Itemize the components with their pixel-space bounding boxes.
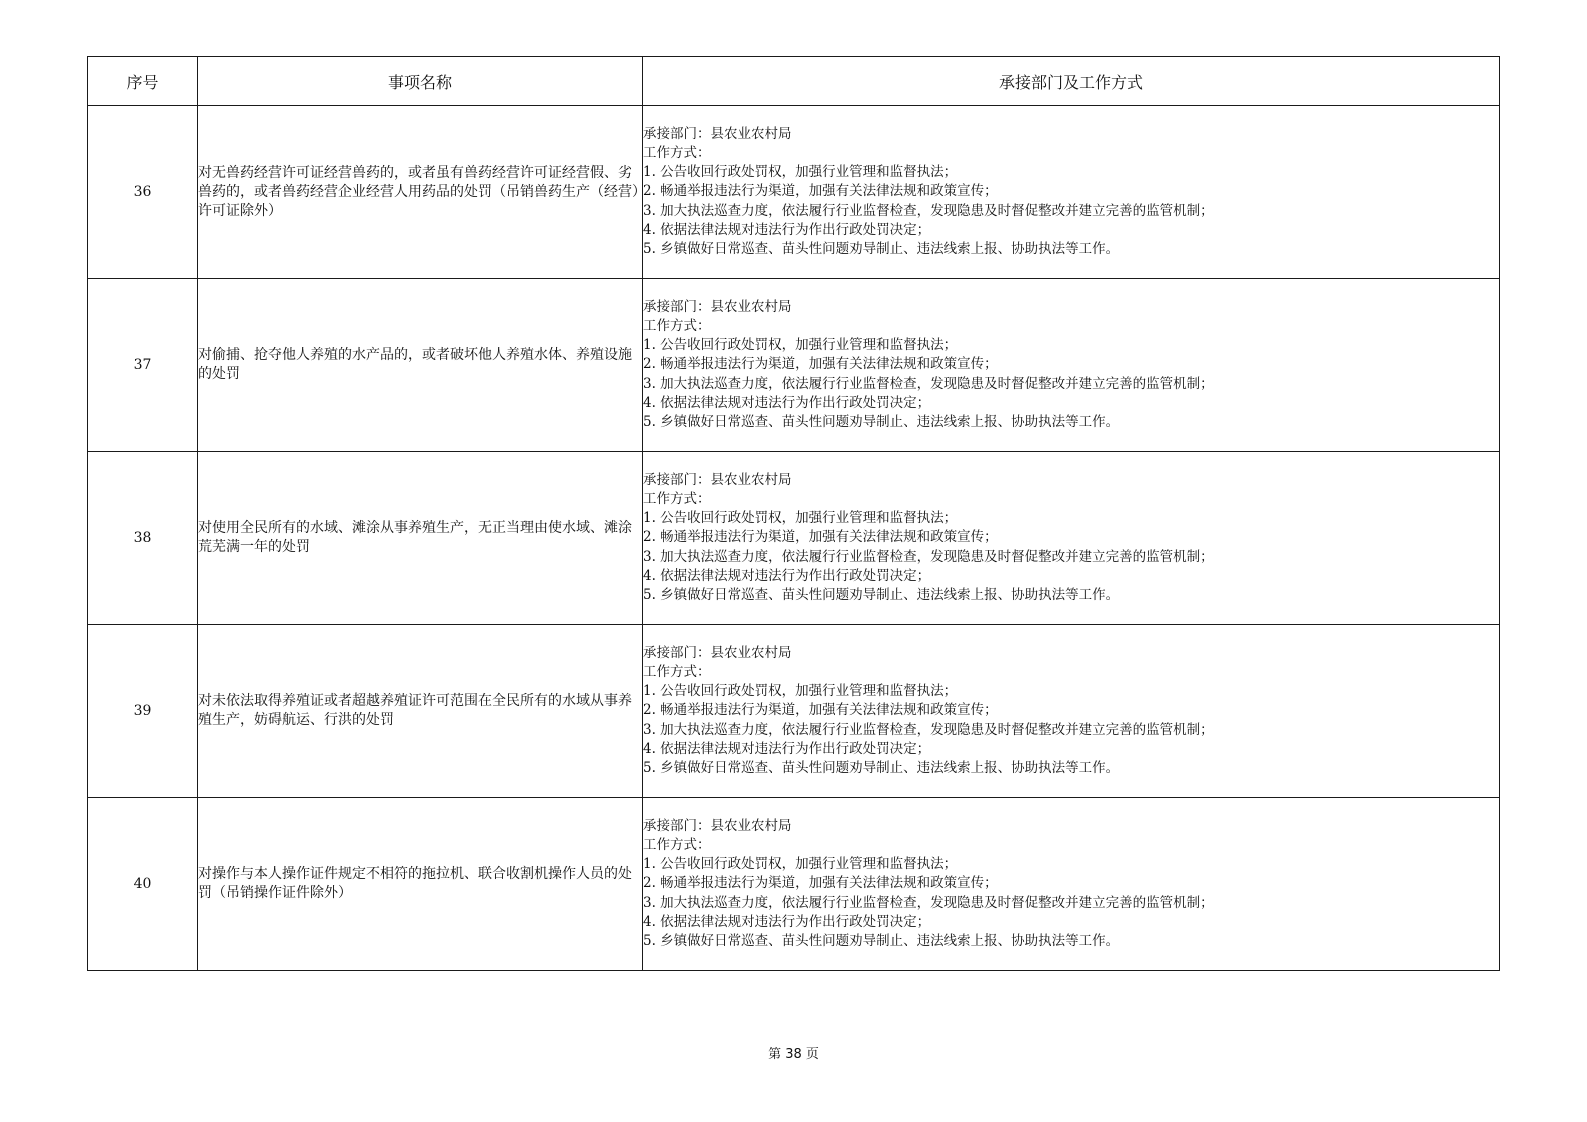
method-item: 5. 乡镇做好日常巡查、苗头性问题劝导制止、违法线索上报、协助执法等工作。 [643,760,1120,776]
method-item: 3. 加大执法巡查力度，依法履行行业监督检查，发现隐患及时督促整改并建立完善的监管机制； [643,375,1214,392]
row-item-name: 对偷捕、抢夺他人养殖的水产品的，或者破坏他人养殖水体、养殖设施的处罚 [198,279,643,452]
table-row [88,625,1500,798]
method-item: 1. 公告收回行政处罚权，加强行业管理和监督执法； [643,510,958,527]
row-dept-method [643,798,1500,971]
method-item: 3. 加大执法巡查力度，依法履行行业监督检查，发现隐患及时督促整改并建立完善的监管机制； [643,721,1214,738]
dept-label: 承接部门：县农业农村局 [643,471,792,488]
method-item: 4. 依据法律法规对违法行为作出行政处罚决定； [643,567,931,584]
method-item: 5. 乡镇做好日常巡查、苗头性问题劝导制止、违法线索上报、协助执法等工作。 [643,933,1120,949]
method-label: 工作方式： [643,663,711,680]
row-number: 39 [88,625,198,798]
row-number: 38 [88,452,198,625]
method-item: 4. 依据法律法规对违法行为作出行政处罚决定； [643,913,931,930]
method-item: 2. 畅通举报违法行为渠道，加强有关法律法规和政策宣传； [643,529,998,546]
row-dept-method [643,625,1500,798]
method-item: 4. 依据法律法规对违法行为作出行政处罚决定； [643,394,931,411]
header-item-name: 事项名称 [198,57,643,106]
row-item-name: 对使用全民所有的水域、滩涂从事养殖生产，无正当理由使水域、滩涂荒芜满一年的处罚 [198,452,643,625]
method-item: 1. 公告收回行政处罚权，加强行业管理和监督执法； [643,856,958,873]
method-item: 5. 乡镇做好日常巡查、苗头性问题劝导制止、违法线索上报、协助执法等工作。 [643,241,1120,257]
method-label: 工作方式： [643,836,711,853]
dept-label: 承接部门：县农业农村局 [643,817,792,834]
dept-label: 承接部门：县农业农村局 [643,298,792,315]
method-item: 2. 畅通举报违法行为渠道，加强有关法律法规和政策宣传； [643,875,998,892]
method-label: 工作方式： [643,490,711,507]
row-item-name: 对未依法取得养殖证或者超越养殖证许可范围在全民所有的水域从事养殖生产，妨碍航运、行洪的处罚 [198,625,643,798]
method-label: 工作方式： [643,317,711,334]
row-number: 40 [88,798,198,971]
method-item: 2. 畅通举报违法行为渠道，加强有关法律法规和政策宣传； [643,356,998,373]
row-number: 37 [88,279,198,452]
header-number: 序号 [88,57,198,106]
method-label: 工作方式： [643,144,711,161]
method-item: 3. 加大执法巡查力度，依法履行行业监督检查，发现隐患及时督促整改并建立完善的监管机制； [643,202,1214,219]
method-item: 5. 乡镇做好日常巡查、苗头性问题劝导制止、违法线索上报、协助执法等工作。 [643,414,1120,430]
method-item: 4. 依据法律法规对违法行为作出行政处罚决定； [643,221,931,238]
row-dept-method [643,452,1500,625]
method-item: 1. 公告收回行政处罚权，加强行业管理和监督执法； [643,164,958,181]
method-item: 1. 公告收回行政处罚权，加强行业管理和监督执法； [643,683,958,700]
row-number: 36 [88,106,198,279]
method-item: 3. 加大执法巡查力度，依法履行行业监督检查，发现隐患及时督促整改并建立完善的监管机制； [643,548,1214,565]
page-number: 第 38 页 [768,1047,819,1062]
table-row [88,452,1500,625]
dept-label: 承接部门：县农业农村局 [643,125,792,142]
header-dept-method: 承接部门及工作方式 [643,57,1500,106]
items-table [87,56,1500,971]
table-row [88,798,1500,971]
table-row [88,279,1500,452]
table-row [88,106,1500,279]
method-item: 2. 畅通举报违法行为渠道，加强有关法律法规和政策宣传； [643,702,998,719]
dept-label: 承接部门：县农业农村局 [643,644,792,661]
table-header-row [88,57,1500,106]
method-item: 4. 依据法律法规对违法行为作出行政处罚决定； [643,740,931,757]
method-item: 1. 公告收回行政处罚权，加强行业管理和监督执法； [643,337,958,354]
row-item-name: 对无兽药经营许可证经营兽药的，或者虽有兽药经营许可证经营假、劣兽药的，或者兽药经营企业经营人用药品的处罚（吊销兽药生产（经营）许可证除外） [198,106,643,279]
method-item: 3. 加大执法巡查力度，依法履行行业监督检查，发现隐患及时督促整改并建立完善的监管机制； [643,894,1214,911]
method-item: 2. 畅通举报违法行为渠道，加强有关法律法规和政策宣传； [643,183,998,200]
row-item-name: 对操作与本人操作证件规定不相符的拖拉机、联合收割机操作人员的处罚（吊销操作证件除外） [198,798,643,971]
method-item: 5. 乡镇做好日常巡查、苗头性问题劝导制止、违法线索上报、协助执法等工作。 [643,587,1120,603]
row-dept-method [643,279,1500,452]
row-dept-method [643,106,1500,279]
